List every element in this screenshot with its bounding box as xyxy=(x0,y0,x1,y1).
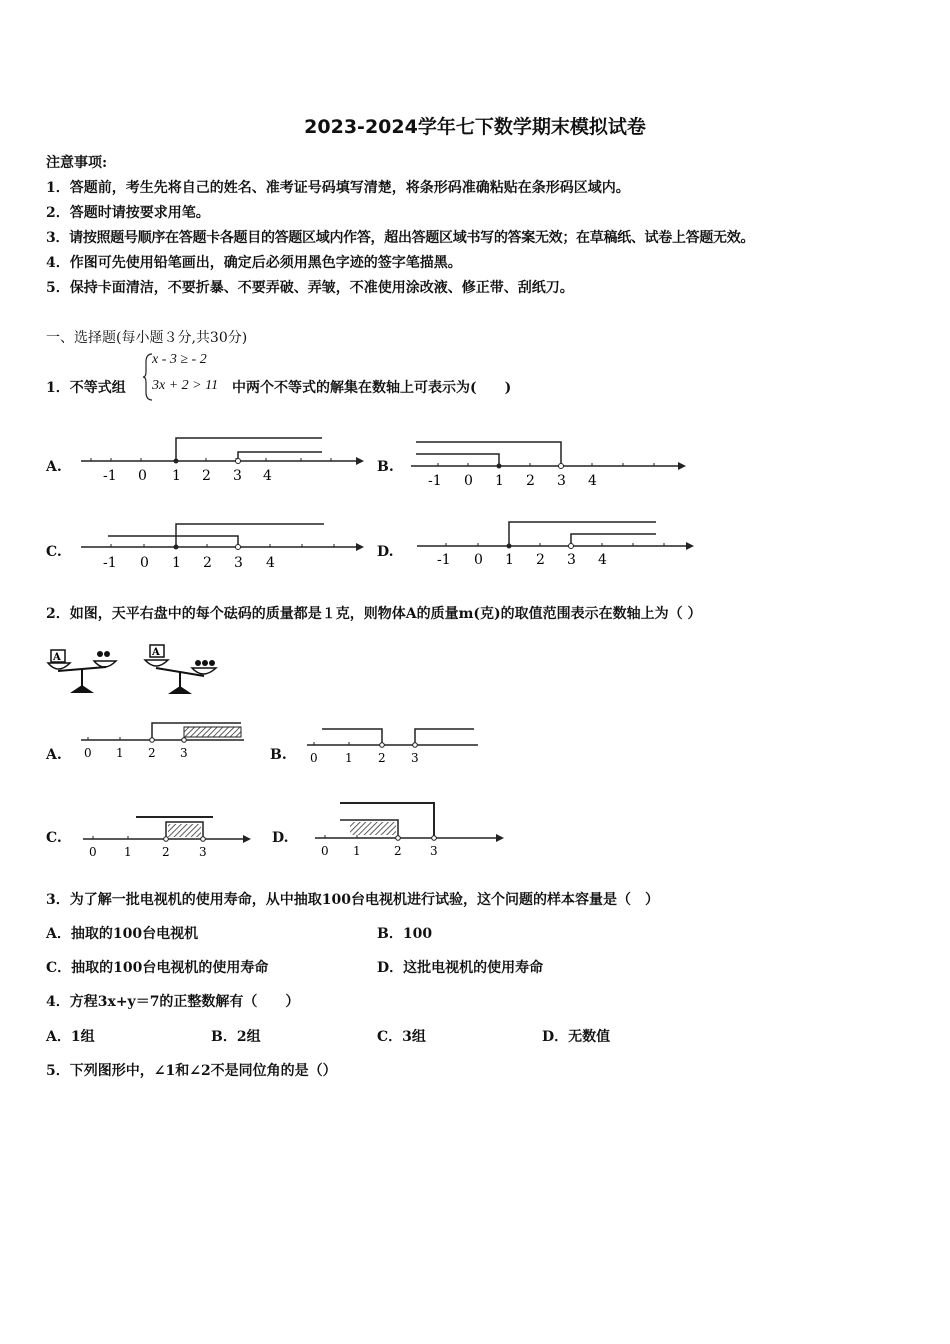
page-title: 2023-2024学年七下数学期末模拟试卷 xyxy=(304,116,646,138)
tick-label: -1 xyxy=(428,473,442,489)
tick-label: 0 xyxy=(464,473,473,489)
section-heading: 一、选择题(每小题３分,共30分) xyxy=(46,330,248,346)
balance-scale-icon xyxy=(46,645,126,700)
tick-label: 0 xyxy=(321,844,329,858)
q4-text: 4．方程3x+y＝7的正整数解有（ ） xyxy=(46,994,300,1010)
notice-item-5: 5．保持卡面清洁，不要折暴、不要弄破、弄皱，不准使用涂改液、修正带、刮纸刀。 xyxy=(46,280,574,296)
tick-label: 0 xyxy=(310,751,318,765)
q1-option-a-label[interactable]: A. xyxy=(46,459,62,475)
tick-label: 2 xyxy=(536,552,545,568)
q1-prefix: 1．不等式组 xyxy=(46,380,126,396)
tick-label: 1 xyxy=(345,751,353,765)
q1-numberline-a xyxy=(76,428,366,488)
q2-numberline-b xyxy=(302,722,487,772)
inequality-2: 3x + 2 > 11 xyxy=(152,378,219,393)
q1-numberline-c xyxy=(76,514,371,574)
notice-heading: 注意事项: xyxy=(46,155,108,171)
q1-numberline-d xyxy=(412,514,702,574)
tick-label: 1 xyxy=(124,845,132,859)
q2-option-a-label[interactable]: A. xyxy=(46,747,62,763)
tick-label: 2 xyxy=(162,845,170,859)
tick-label: 4 xyxy=(598,552,607,568)
tick-label: 1 xyxy=(505,552,514,568)
q3-text: 3．为了解一批电视机的使用寿命，从中抽取100台电视机进行试验，这个问题的样本容量是（ ） xyxy=(46,892,659,908)
q2-numberline-c xyxy=(78,808,258,860)
tick-label: 3 xyxy=(557,473,566,489)
tick-label: 0 xyxy=(84,746,92,760)
tick-label: 3 xyxy=(180,746,188,760)
scale-object-label: A xyxy=(53,652,61,663)
q3-option-d[interactable]: D．这批电视机的使用寿命 xyxy=(377,960,544,976)
tick-label: 4 xyxy=(263,468,272,484)
tick-label: 3 xyxy=(199,845,207,859)
q2-option-b-label[interactable]: B. xyxy=(270,747,287,763)
q2-numberline-d xyxy=(310,798,510,860)
q3-option-b[interactable]: B．100 xyxy=(377,926,433,942)
tick-label: -1 xyxy=(437,552,451,568)
notice-item-1: 1．答题前，考生先将自己的姓名、准考证号码填写清楚，将条形码准确粘贴在条形码区域内。 xyxy=(46,180,630,196)
tick-label: 2 xyxy=(526,473,535,489)
tick-label: 3 xyxy=(411,751,419,765)
q1-suffix: 中两个不等式的解集在数轴上可表示为( ) xyxy=(232,380,512,396)
q4-option-d[interactable]: D．无数值 xyxy=(542,1029,611,1045)
q5-text: 5．下列图形中，∠1和∠2不是同位角的是（） xyxy=(46,1063,337,1079)
tick-label: -1 xyxy=(103,468,117,484)
tick-label: 1 xyxy=(353,844,361,858)
inequality-1: x - 3 ≥ - 2 xyxy=(152,352,207,367)
scale-object-label: A xyxy=(152,647,160,658)
tick-label: 3 xyxy=(430,844,438,858)
balance-scale-icon xyxy=(140,640,220,700)
notice-item-3: 3．请按照题号顺序在答题卡各题目的答题区域内作答，超出答题区域书写的答案无效；在草稿纸、试卷上答题无效。 xyxy=(46,230,755,246)
tick-label: 1 xyxy=(116,746,124,760)
tick-label: 2 xyxy=(148,746,156,760)
q1-option-b-label[interactable]: B. xyxy=(377,459,394,475)
tick-label: -1 xyxy=(103,555,117,571)
tick-label: 3 xyxy=(234,555,243,571)
q4-option-b[interactable]: B．2组 xyxy=(211,1029,261,1045)
tick-label: 2 xyxy=(203,555,212,571)
tick-label: 0 xyxy=(474,552,483,568)
q2-option-d-label[interactable]: D. xyxy=(272,830,289,846)
q2-option-c-label[interactable]: C. xyxy=(46,830,62,846)
tick-label: 1 xyxy=(172,555,181,571)
q3-option-a[interactable]: A．抽取的100台电视机 xyxy=(46,926,199,942)
tick-label: 0 xyxy=(89,845,97,859)
notice-item-2: 2．答题时请按要求用笔。 xyxy=(46,205,210,221)
notice-item-4: 4．作图可先使用铅笔画出，确定后必须用黑色字迹的签字笔描黑。 xyxy=(46,255,462,271)
q1-option-d-label[interactable]: D. xyxy=(377,544,394,560)
q1-numberline-b xyxy=(406,432,691,492)
tick-label: 0 xyxy=(138,468,147,484)
tick-label: 0 xyxy=(140,555,149,571)
tick-label: 4 xyxy=(266,555,275,571)
q2-numberline-a xyxy=(76,715,251,765)
q1-option-c-label[interactable]: C. xyxy=(46,544,62,560)
q4-option-a[interactable]: A．1组 xyxy=(46,1029,95,1045)
tick-label: 3 xyxy=(233,468,242,484)
q4-option-c[interactable]: C．3组 xyxy=(377,1029,426,1045)
tick-label: 3 xyxy=(567,552,576,568)
tick-label: 1 xyxy=(495,473,504,489)
tick-label: 2 xyxy=(378,751,386,765)
tick-label: 4 xyxy=(588,473,597,489)
tick-label: 2 xyxy=(202,468,211,484)
q2-text: 2．如图，天平右盘中的每个砝码的质量都是１克，则物体A的质量m(克)的取值范围表示在数轴上为（ ） xyxy=(46,606,702,622)
q3-option-c[interactable]: C．抽取的100台电视机的使用寿命 xyxy=(46,960,269,976)
tick-label: 2 xyxy=(394,844,402,858)
inequality-system xyxy=(142,352,232,402)
tick-label: 1 xyxy=(172,468,181,484)
